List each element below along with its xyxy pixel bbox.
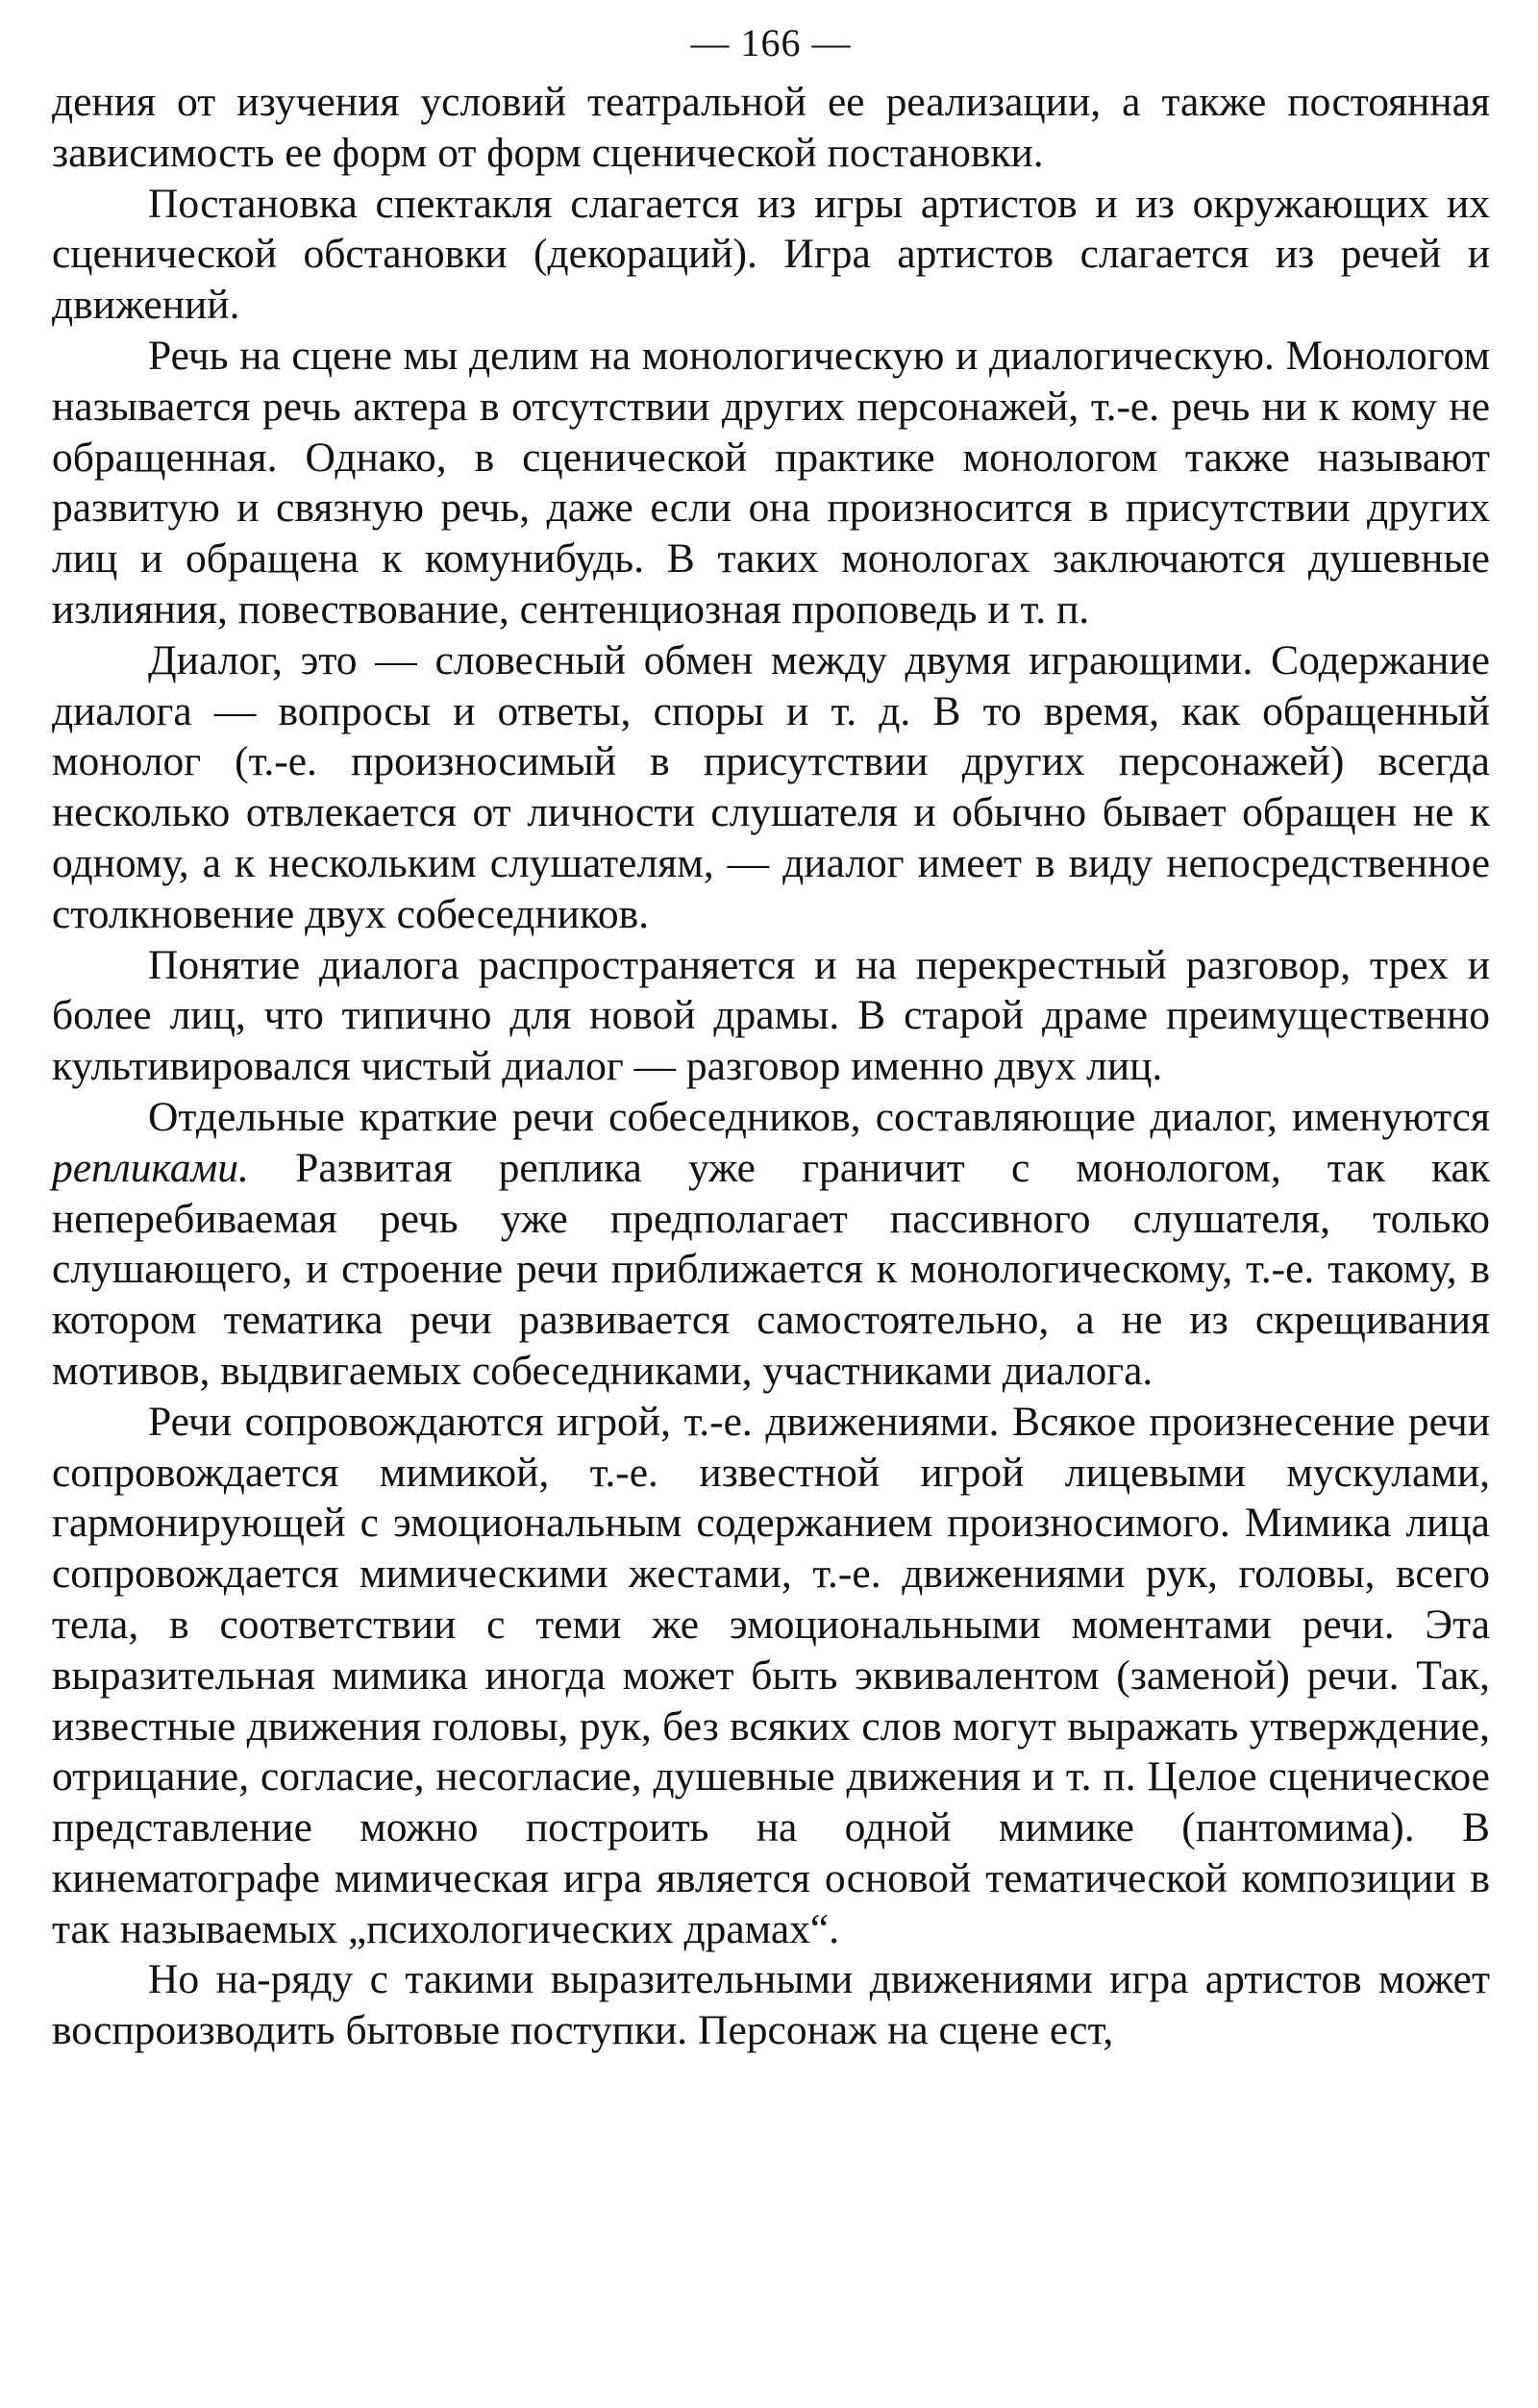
book-page <box>52 21 1490 2056</box>
paragraph <box>52 331 1490 635</box>
paragraph-text: Но на-ряду с такими выразительными движениями игра артистов может воспроизводить бытовые поступки. Персонаж на сцене ест, <box>52 1956 1490 2054</box>
page-number: — 166 — <box>690 21 852 64</box>
paragraph <box>52 940 1490 1092</box>
paragraph-text: Речь на сцене мы делим на монологическую и диалогическую. Монологом называется речь актера в отсутствии других персонажей, т.-е. речь ни к кому не обращенная. Однако, в сценической практике монологом также называют развитую и связную речь, даже если она произносится в присутствии других лиц и обращена к комунибудь. В таких монологах заключаются душевные излияния, повествование, сентенциозная проповедь и т. п. <box>52 332 1490 633</box>
paragraph-text: Речи сопровождаются игрой, т.-е. движениями. Всякое произнесение речи сопровождается мимикой, т.-е. известной игрой лицевыми мускулами, гармонирующей с эмоциональным содержанием произносимого. Мимика лица сопровождается мимическими жестами, т.-е. движениями рук, головы, всего тела, в соответствии с теми же эмоциональными моментами речи. Эта выразительная мимика иногда может быть эквивалентом (заменой) речи. Так, известные движения головы, рук, без всяких слов могут выражать утверждение, отрицание, согласие, несогласие, душевные движения и т. п. Целое сценическое представление можно построить на одной мимике (пантомима). В кинематографе мимическая игра является основой тематической композиции в так называемых „психологических драмах“. <box>52 1398 1490 1952</box>
paragraph <box>52 77 1490 179</box>
paragraph-text: Понятие диалога распространяется и на перекрестный разговор, трех и более лиц, что типично для новой драмы. В старой драме преимущественно культивировался чистый диалог — разговор именно двух лиц. <box>52 941 1490 1090</box>
paragraph-text: Развитая реплика уже граничит с монологом, так как неперебиваемая речь уже предполагает пассивного слушателя, только слушающего, и строение речи приближается к монологическому, т.-е. такому, в котором тематика речи развивается самостоятельно, а не из скрещивания мотивов, выдвигаемых собеседниками, участниками диалога. <box>52 1144 1490 1394</box>
paragraph <box>52 635 1490 940</box>
paragraph-text: Постановка спектакля слагается из игры артистов и из окружающих их сценической обстановки (декораций). Игра артистов слагается из речей и движений. <box>52 180 1490 329</box>
body-text <box>52 77 1490 2056</box>
paragraph-text: дения от изучения условий театральной ее реализации, а также постоянная зависимость ее форм от форм сценической постановки. <box>52 79 1490 176</box>
paragraph <box>52 179 1490 331</box>
paragraph-text: Диалог, это — словесный обмен между двумя играющими. Содержание диалога — вопросы и ответы, споры и т. д. В то время, как обращенный монолог (т.-е. произносимый в присутствии других персонажей) всегда несколько отвлекается от личности слушателя и обычно бывает обращен не к одному, а к нескольким слушателям, — диалог имеет в виду непосредственное столкновение двух собеседников. <box>52 636 1490 937</box>
italic-term: репликами. <box>52 1144 249 1191</box>
paragraph <box>52 1397 1490 1955</box>
paragraph-text: Отдельные краткие речи собеседников, составляющие диалог, именуются <box>148 1093 1490 1140</box>
paragraph <box>52 1092 1490 1397</box>
paragraph <box>52 1954 1490 2056</box>
